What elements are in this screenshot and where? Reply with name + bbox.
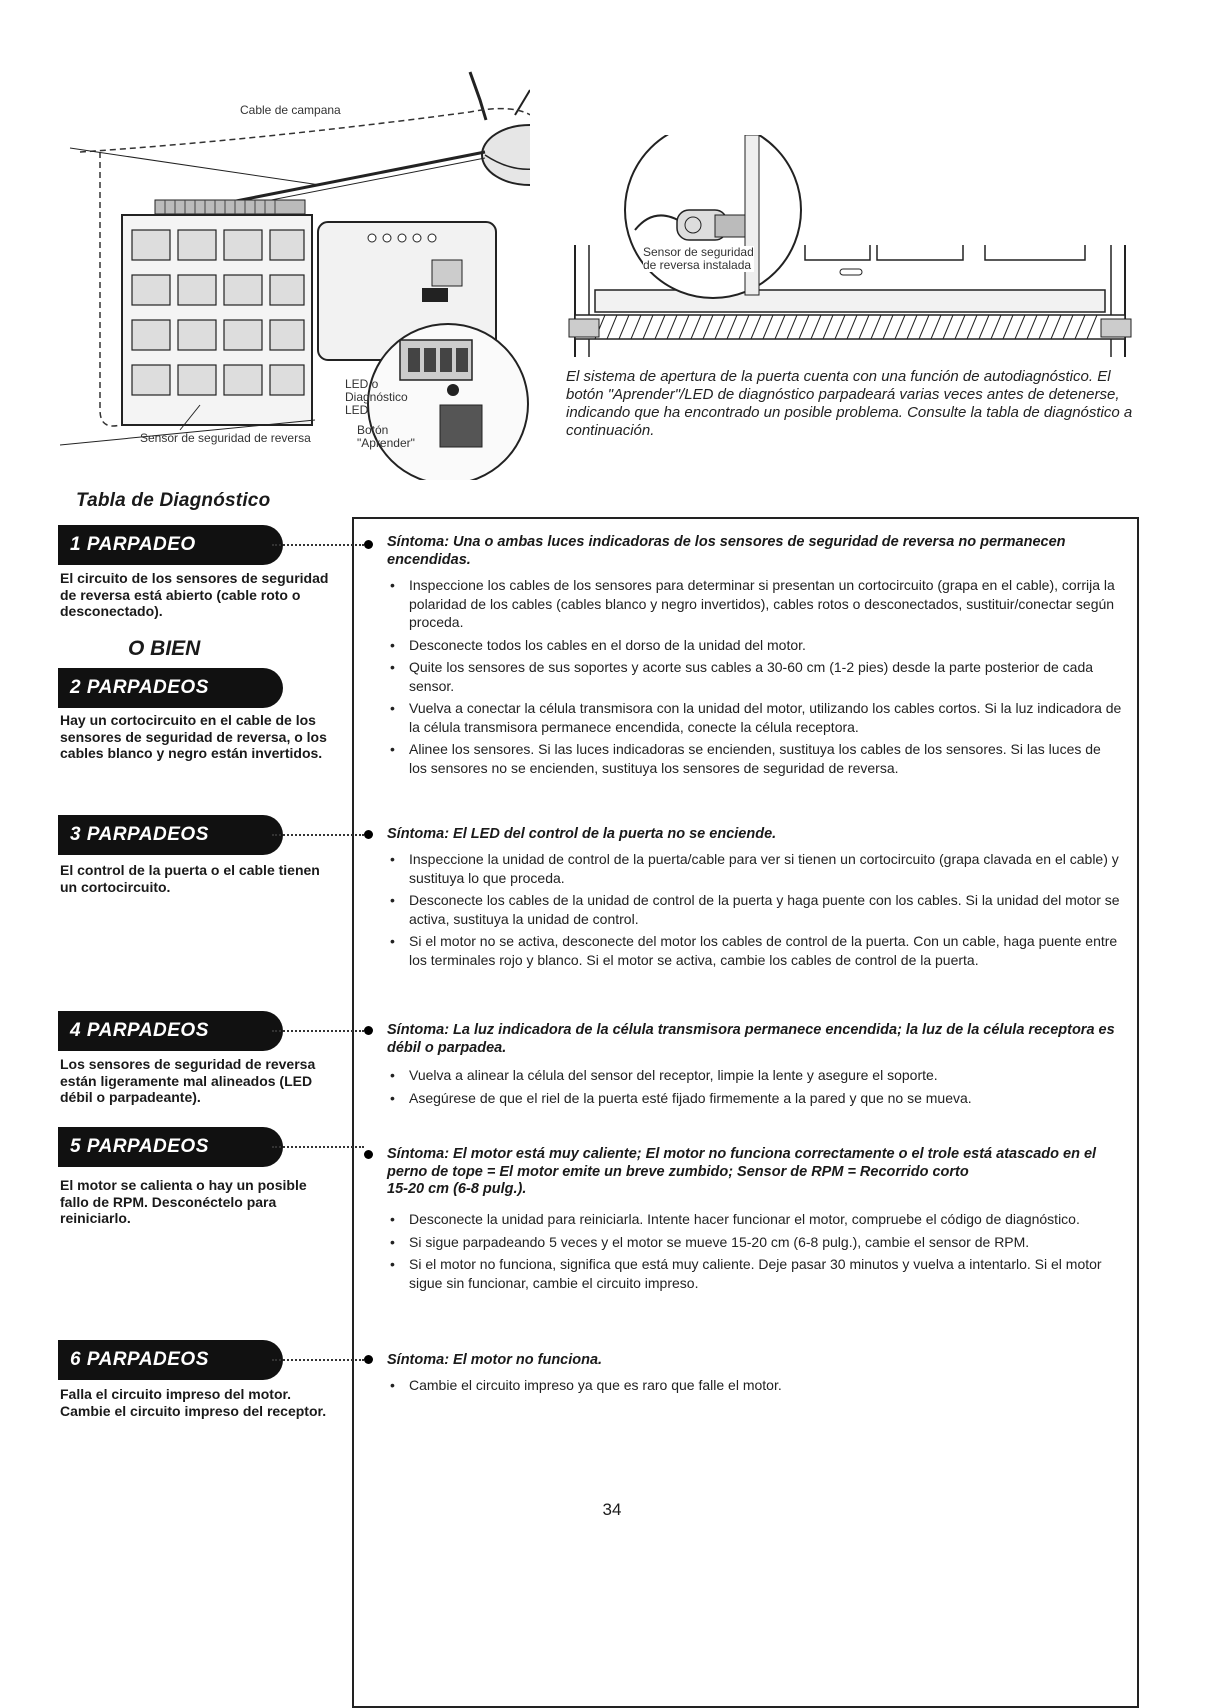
symptom-list-4: [387, 1210, 1122, 1296]
sensor-label: Sensor de seguridad de reversa: [140, 431, 311, 445]
connector-4: [272, 1030, 364, 1032]
symptom-bullet-4: [364, 1150, 373, 1159]
connector-5: [272, 1146, 364, 1148]
symptom-list-5: [387, 1376, 1122, 1399]
symptom-title-2: Síntoma: El LED del control de la puerta no se enciende.: [387, 826, 777, 842]
code-badge-3: [58, 815, 288, 855]
symptom-title-3: Síntoma: La luz indicadora de la célula transmisora permanece encendida; la luz de la célula receptora es débil o parpadea.: [387, 1022, 1115, 1056]
list-item: • Vuelva a conectar la célula transmisora con la unidad del motor, utilizando los cables cortos. Si la luz indicadora de la célula transmisora permanece encendida, conecte la célula receptora.: [387, 699, 1122, 736]
list-item: • Desconecte la unidad para reiniciarla. Intente hacer funcionar el motor, compruebe el código de diagnóstico.: [387, 1210, 1122, 1229]
code-badge-6: [58, 1340, 288, 1380]
symptom-bullet-5: [364, 1355, 373, 1364]
cause-2: Hay un cortocircuito en el cable de los sensores de seguridad de reversa, o los cables blanco y negro están invertidos.: [60, 712, 327, 761]
list-item: • Alinee los sensores. Si las luces indicadoras se encienden, sustituya los cables de los sensores. Si las luces de los sensores no se encienden, sustituya los sensores de seguridad de reversa.: [387, 740, 1122, 777]
learn-button-label: Botón "Aprender": [357, 423, 415, 450]
table-title: Tabla de Diagnóstico: [76, 490, 271, 511]
symptom-title-4: Síntoma: El motor está muy caliente; El motor no funciona correctamente o el trole está atascado en el perno de tope = El motor emite un breve zumbido; Sensor de RPM = Recorrido corto 15-20 cm (6-8 pulg.).: [387, 1146, 1097, 1197]
code-badge-5: [58, 1127, 288, 1167]
list-item: • Si el motor no funciona, significa que está muy caliente. Deje pasar 30 minutos y vuelva a intentarlo. Si el motor sigue sin funcionar, cambie el circuito impreso.: [387, 1255, 1122, 1292]
symptom-list-2: [387, 850, 1122, 973]
symptom-title-5: Síntoma: El motor no funciona.: [387, 1352, 603, 1368]
bell-wire-label: Cable de campana: [240, 103, 341, 117]
list-item: • Inspeccione los cables de los sensores para determinar si presentan un cortocircuito (grapa en el cable), corrija la polaridad de los cables (cables blanco y negro invertidos), cables rotos o desconectados, sustituir/conectar según proceda.: [387, 576, 1122, 632]
symptom-list-1: [387, 576, 1122, 781]
code-label-5: 5 PARPADEOS: [70, 1136, 209, 1157]
list-item: • Si el motor no se activa, desconecte del motor los cables de control de la puerta. Con un cable, haga puente entre los terminales rojo y blanco. Si el motor se activa, cambie los cables de control de la puerta.: [387, 932, 1122, 969]
symptom-list-3: [387, 1066, 1122, 1111]
list-item: • Inspeccione la unidad de control de la puerta/cable para ver si tienen un cortocircuito (grapa clavada en el cable) y sustituya lo que proceda.: [387, 850, 1122, 887]
code-label-3: 3 PARPADEOS: [70, 824, 209, 845]
list-item: • Asegúrese de que el riel de la puerta esté fijado firmemente a la pared y que no se mueva.: [387, 1089, 1122, 1108]
list-item: • Vuelva a alinear la célula del sensor del receptor, limpie la lente y asegure el soporte.: [387, 1066, 1122, 1085]
list-item: • Desconecte los cables de la unidad de control de la puerta y haga puente con los cables. Si la unidad del motor se activa, sustituya la unidad de control.: [387, 891, 1122, 928]
cause-5: El motor se calienta o hay un posible fallo de RPM. Desconéctelo para reiniciarlo.: [60, 1177, 307, 1226]
garage-door-illustration: [60, 60, 530, 480]
list-item: • Quite los sensores de sus soportes y acorte sus cables a 30-60 cm (1-2 pies) desde la parte posterior de cada sensor.: [387, 658, 1122, 695]
cause-4: Los sensores de seguridad de reversa están ligeramente mal alineados (LED débil o parpadeante).: [60, 1056, 316, 1105]
led-label: LED o Diagnóstico LED: [345, 377, 408, 417]
page-number: 34: [602, 1500, 622, 1519]
symptom-bullet-2: [364, 830, 373, 839]
code-badge-1: [58, 525, 288, 565]
symptom-bullet-3: [364, 1026, 373, 1035]
cause-6: Falla el circuito impreso del motor. Cambie el circuito impreso del receptor.: [60, 1386, 327, 1419]
or-label: O BIEN: [128, 637, 201, 660]
connector-1: [272, 544, 364, 546]
code-badge-2: [58, 668, 288, 708]
list-item: • Si sigue parpadeando 5 veces y el motor se mueve 15-20 cm (6-8 pulg.), cambie el sensor de RPM.: [387, 1233, 1122, 1252]
connector-6: [272, 1359, 364, 1361]
diagnostic-caption: El sistema de apertura de la puerta cuenta con una función de autodiagnóstico. El botón "Aprender"/LED de diagnóstico parpadeará varias veces antes de detenerse, indicando que ha encontrado un posible problema. Consulte la tabla de diagnóstico a continuación.: [566, 368, 1133, 439]
code-label-1: 1 PARPADEO: [70, 534, 196, 555]
code-badge-4: [58, 1011, 288, 1051]
cause-3: El control de la puerta o el cable tienen un cortocircuito.: [60, 862, 320, 895]
code-label-2: 2 PARPADEOS: [70, 677, 209, 698]
list-item: • Desconecte todos los cables en el dorso de la unidad del motor.: [387, 636, 1122, 655]
list-item: • Cambie el circuito impreso ya que es raro que falle el motor.: [387, 1376, 1122, 1395]
connector-3: [272, 834, 364, 836]
symptom-bullet-1: [364, 540, 373, 549]
code-label-6: 6 PARPADEOS: [70, 1349, 209, 1370]
sensor-installed-illustration: [565, 135, 1135, 360]
installed-sensor-label: Sensor de seguridad de reversa instalada: [643, 245, 754, 272]
cause-1: El circuito de los sensores de seguridad de reversa está abierto (cable roto o desconectado).: [60, 570, 329, 619]
symptom-title-1: Síntoma: Una o ambas luces indicadoras de los sensores de seguridad de reversa no permanecen encendidas.: [387, 534, 1066, 568]
code-label-4: 4 PARPADEOS: [70, 1020, 209, 1041]
